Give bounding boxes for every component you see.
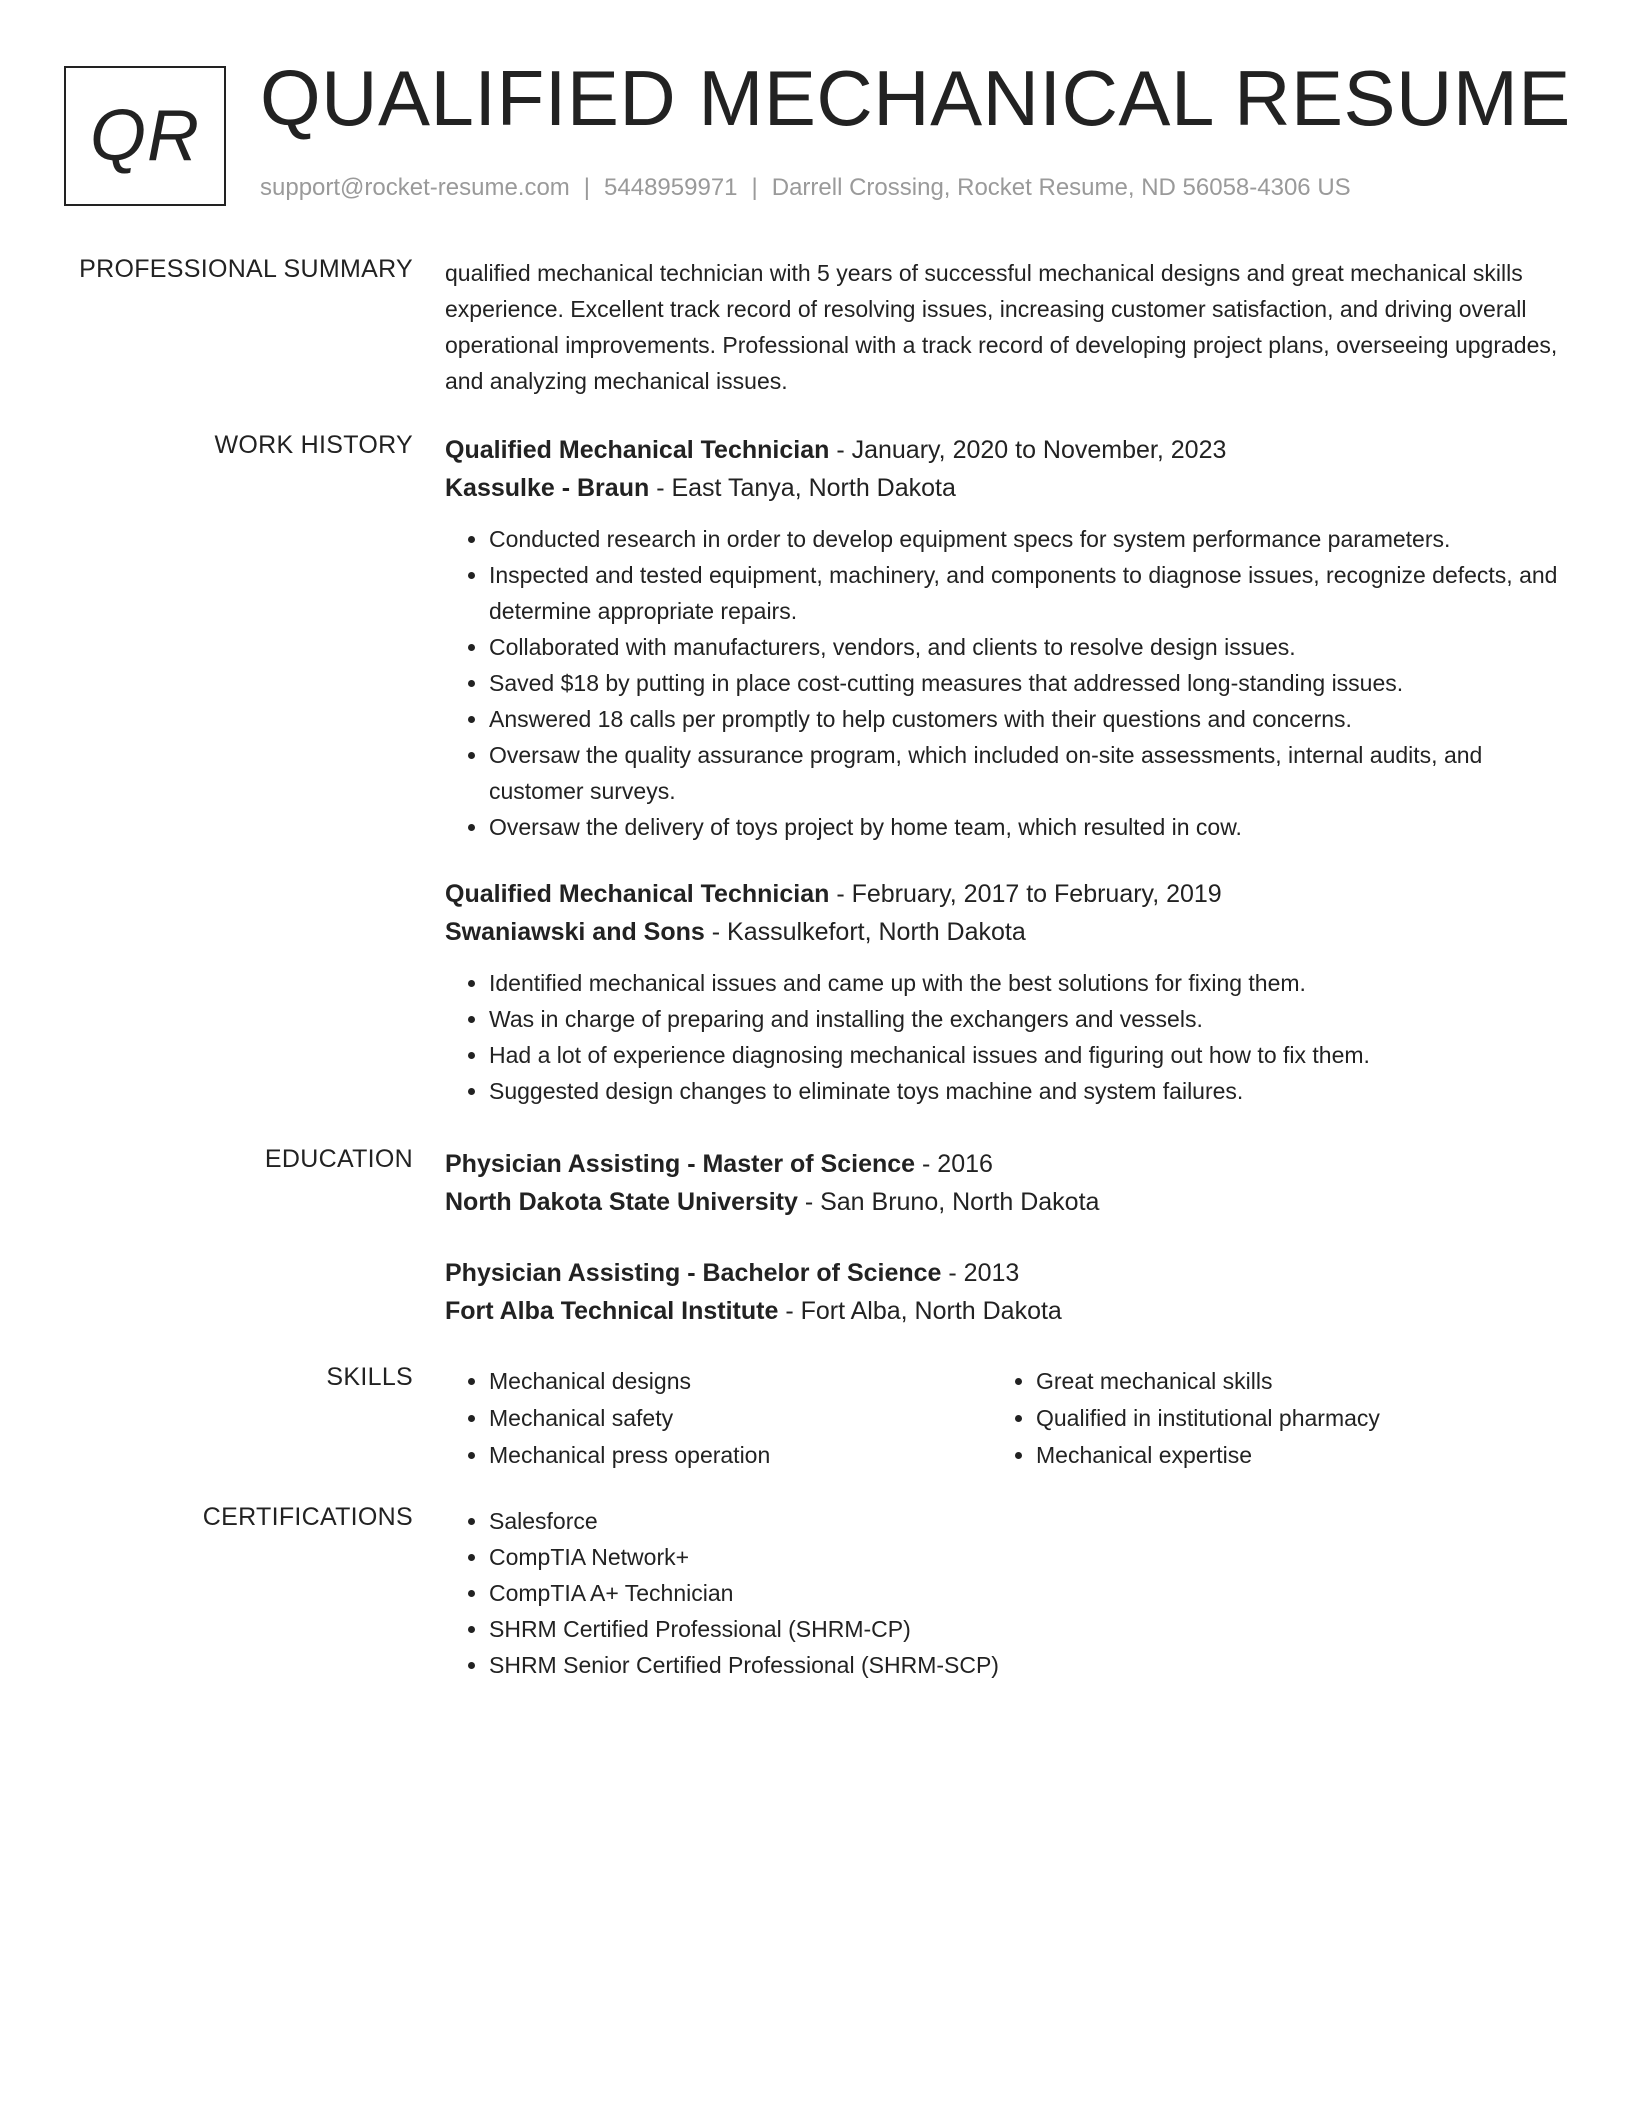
education-entry — [445, 1254, 1560, 1330]
job-title-line — [445, 431, 1560, 469]
list-item: • Was in charge of preparing and installing the exchangers and vessels. — [489, 1001, 1560, 1037]
section-body — [445, 431, 1560, 1109]
list-item: • Inspected and tested equipment, machinery, and components to diagnose issues, recognize defects, and determine appropriate repairs. — [489, 557, 1560, 629]
degree: Physician Assisting - Master of Science — [445, 1150, 916, 1178]
section-label: EDUCATION — [264, 1145, 413, 1173]
school: Fort Alba Technical Institute — [445, 1297, 779, 1325]
list-item: • Mechanical press operation — [489, 1437, 992, 1474]
section-label: WORK HISTORY — [214, 431, 413, 459]
job-entry — [445, 431, 1560, 845]
contact-separator: | — [751, 174, 758, 201]
section-body — [445, 255, 1560, 399]
list-item: • Suggested design changes to eliminate toys machine and system failures. — [489, 1073, 1560, 1109]
degree: Physician Assisting - Bachelor of Science — [445, 1259, 942, 1287]
job-company: Swaniawski and Sons — [445, 918, 705, 946]
degree-line — [445, 1254, 1560, 1292]
contact-line — [260, 174, 1351, 202]
list-item: • Oversaw the quality assurance program, which included on-site assessments, internal audits, and customer surveys. — [489, 737, 1560, 809]
job-title: Qualified Mechanical Technician — [445, 436, 830, 464]
contact-address: Darrell Crossing, Rocket Resume, ND 56058-4306 US — [771, 174, 1351, 201]
contact-separator: | — [583, 174, 591, 201]
school-line — [445, 1292, 1560, 1330]
monogram-logo — [64, 66, 226, 206]
job-title: Qualified Mechanical Technician — [445, 880, 830, 908]
list-item: • Mechanical designs — [489, 1363, 992, 1400]
school-location: - Fort Alba, North Dakota — [778, 1297, 1062, 1325]
monogram-text: QR — [90, 96, 200, 176]
list-item: • Qualified in institutional pharmacy — [1036, 1400, 1539, 1437]
school: North Dakota State University — [445, 1188, 798, 1216]
job-company: Kassulke - Braun — [445, 474, 650, 502]
school-location: - San Bruno, North Dakota — [797, 1188, 1100, 1216]
job-location: - Kassulkefort, North Dakota — [704, 918, 1026, 946]
section-body — [445, 1363, 1560, 1474]
degree-year: - 2013 — [941, 1259, 1020, 1287]
job-company-line — [445, 913, 1560, 951]
summary-text: qualified mechanical technician with 5 years of successful mechanical designs and great mechanical skills experience. Excellent track record of resolving issues, increasing customer satisfaction, and driving overall operational improvements. Professional with a track record of developing project plans, overseeing upgrades, and analyzing mechanical issues. — [445, 260, 1558, 394]
list-item: • Oversaw the delivery of toys project by home team, which resulted in cow. — [489, 809, 1560, 845]
skills-column-left — [445, 1363, 992, 1474]
job-title-line — [445, 875, 1560, 913]
skills-grid — [445, 1363, 1560, 1474]
list-item: • Salesforce — [489, 1503, 1560, 1539]
list-item: • Answered 18 calls per promptly to help customers with their questions and concerns. — [489, 701, 1560, 737]
list-item: • SHRM Senior Certified Professional (SHRM-SCP) — [489, 1647, 1560, 1683]
degree-year: - 2016 — [915, 1150, 993, 1178]
section-body — [445, 1145, 1560, 1330]
education-entry — [445, 1145, 1560, 1221]
list-item: • CompTIA A+ Technician — [489, 1575, 1560, 1611]
job-bullets — [445, 965, 1560, 1109]
list-item: • Conducted research in order to develop equipment specs for system performance parameters. — [489, 521, 1560, 557]
list-item: • Had a lot of experience diagnosing mechanical issues and figuring out how to fix them. — [489, 1037, 1560, 1073]
job-company-line — [445, 469, 1560, 507]
section-label: PROFESSIONAL SUMMARY — [79, 255, 413, 283]
skills-column-right — [992, 1363, 1539, 1474]
job-dates: - January, 2020 to November, 2023 — [829, 436, 1227, 464]
section-body — [445, 1503, 1560, 1683]
list-item: • Great mechanical skills — [1036, 1363, 1539, 1400]
certifications-list — [445, 1503, 1560, 1683]
list-item: • Mechanical safety — [489, 1400, 992, 1437]
job-dates: - February, 2017 to February, 2019 — [829, 880, 1222, 908]
list-item: • Identified mechanical issues and came up with the best solutions for fixing them. — [489, 965, 1560, 1001]
contact-email: support@rocket-resume.com — [260, 174, 570, 201]
list-item: • Mechanical expertise — [1036, 1437, 1539, 1474]
list-item: • Collaborated with manufacturers, vendors, and clients to resolve design issues. — [489, 629, 1560, 665]
list-item: • SHRM Certified Professional (SHRM-CP) — [489, 1611, 1560, 1647]
job-entry — [445, 875, 1560, 1109]
section-label: SKILLS — [326, 1363, 413, 1391]
resume-title: QUALIFIED MECHANICAL RESUME — [260, 54, 1571, 142]
job-bullets — [445, 521, 1560, 845]
list-item: • Saved $18 by putting in place cost-cutting measures that addressed long-standing issues. — [489, 665, 1560, 701]
job-location: - East Tanya, North Dakota — [649, 474, 956, 502]
section-label: CERTIFICATIONS — [202, 1503, 413, 1531]
list-item: • CompTIA Network+ — [489, 1539, 1560, 1575]
school-line — [445, 1183, 1560, 1221]
contact-phone: 5448959971 — [604, 174, 738, 201]
degree-line — [445, 1145, 1560, 1183]
